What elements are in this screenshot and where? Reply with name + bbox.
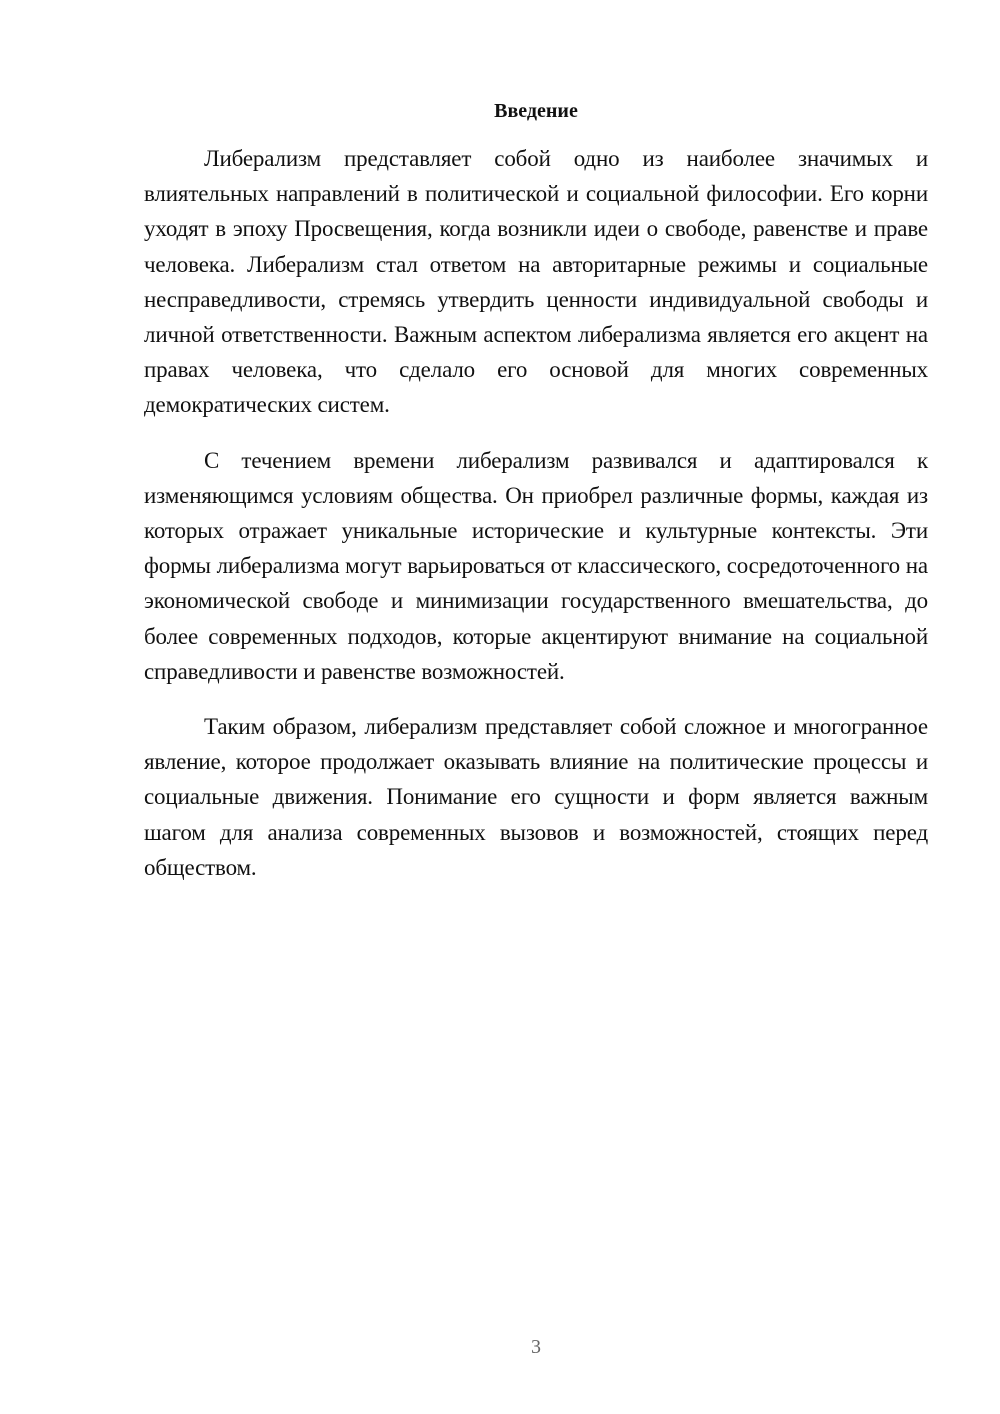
page-title: Введение — [494, 100, 578, 122]
paragraph-1: Либерализм представляет собой одно из наиболее значимых и влиятельных направлений в политической и социальной философии. Его корни уходят в эпоху Просвещения, когда возникли идеи о свободе, равенстве и праве человека. Либерализм стал ответом на авторитарные режимы и социальные несправедливости, стремясь утвердить ценности индивидуальной свободы и личной ответственности. Важным аспектом либерализма является его акцент на правах человека, что сделало его основой для многих современных демократических систем. — [144, 146, 928, 418]
page-number: 3 — [531, 1336, 541, 1358]
paragraph-2: С течением времени либерализм развивался и адаптировался к изменяющимся условиям общества. Он приобрел различные формы, каждая из которых отражает уникальные исторические и культурные контексты. Эти формы либерализма могут варьироваться от классического, сосредоточенного на экономической свободе и минимизации государственного вмешательства, до более современных подходов, которые акцентируют внимание на социальной справедливости и равенстве возможностей. — [144, 447, 928, 684]
paragraph-3: Таким образом, либерализм представляет собой сложное и многогранное явление, которое продолжает оказывать влияние на политические процессы и социальные движения. Понимание его сущности и форм является важным шагом для анализа современных вызовов и возможностей, стоящих перед обществом. — [144, 714, 928, 880]
document-body — [144, 141, 928, 905]
